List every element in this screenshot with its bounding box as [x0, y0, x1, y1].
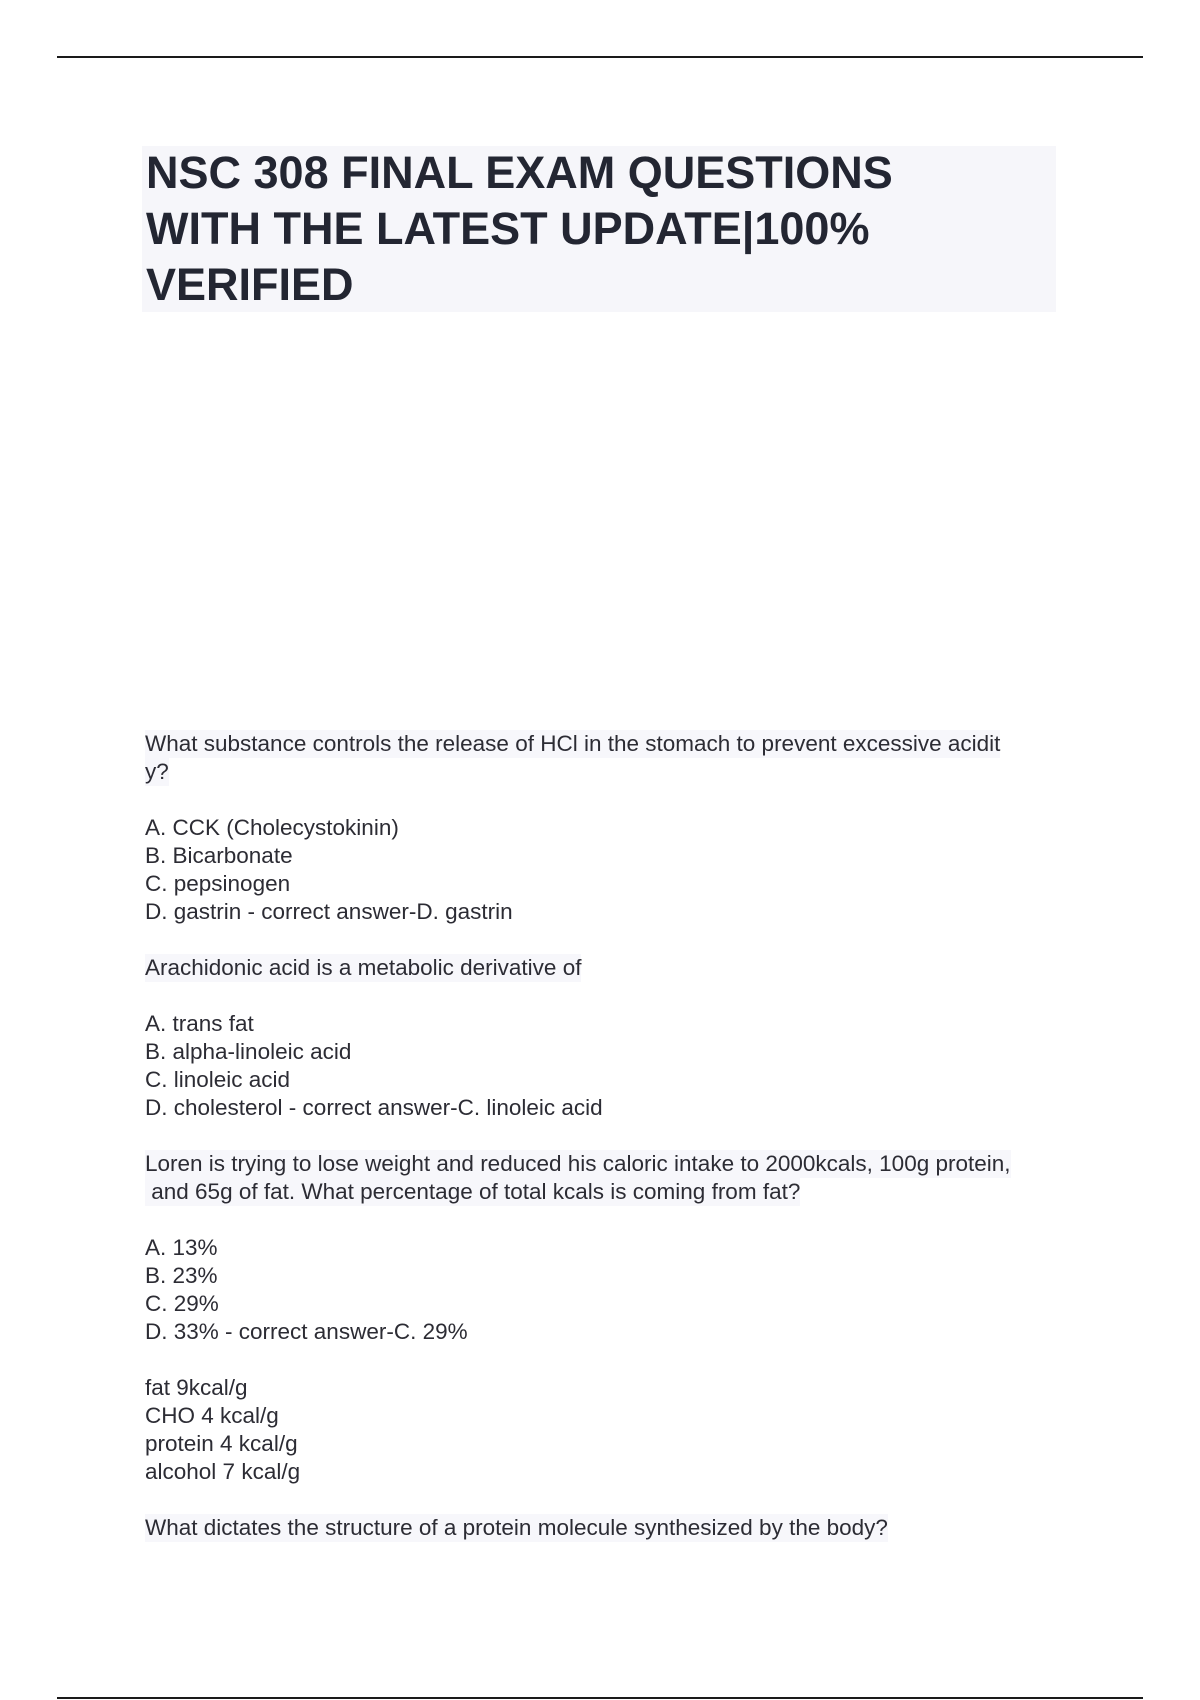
spacer — [145, 1122, 1065, 1150]
answer-option: B. alpha-linoleic acid — [145, 1039, 352, 1064]
answer-option: B. 23% — [145, 1263, 218, 1288]
question-block — [145, 730, 1065, 926]
question-text: Arachidonic acid is a metabolic derivative of — [145, 955, 582, 980]
note-line: alcohol 7 kcal/g — [145, 1459, 301, 1484]
answer-option: A. 13% — [145, 1235, 218, 1260]
question-block — [145, 1514, 1065, 1542]
spacer — [145, 926, 1065, 954]
answer-option: A. CCK (Cholecystokinin) — [145, 815, 399, 840]
answer-option: D. 33% - correct answer-C. 29% — [145, 1319, 468, 1344]
spacer — [145, 1346, 1065, 1374]
answer-option: C. pepsinogen — [145, 871, 291, 896]
answer-option: B. Bicarbonate — [145, 843, 293, 868]
question-block — [145, 1150, 1065, 1486]
question-text: and 65g of fat. What percentage of total kcals is coming from fat? — [145, 1179, 801, 1204]
question-text: What dictates the structure of a protein molecule synthesized by the body? — [145, 1515, 888, 1540]
question-block — [145, 954, 1065, 1122]
document-title — [146, 145, 1046, 313]
spacer — [145, 982, 1065, 1010]
answer-option: A. trans fat — [145, 1011, 254, 1036]
question-text: y? — [145, 759, 169, 784]
question-list — [145, 730, 1065, 1542]
answer-option: D. cholesterol - correct answer-C. linoleic acid — [145, 1095, 603, 1120]
top-rule — [57, 56, 1143, 58]
title-line-3: VERIFIED — [146, 259, 354, 310]
answer-option: D. gastrin - correct answer-D. gastrin — [145, 899, 513, 924]
title-line-2: WITH THE LATEST UPDATE|100% — [146, 203, 870, 254]
spacer — [145, 1486, 1065, 1514]
note-line: protein 4 kcal/g — [145, 1431, 298, 1456]
spacer — [145, 786, 1065, 814]
note-line: CHO 4 kcal/g — [145, 1403, 279, 1428]
answer-option: C. 29% — [145, 1291, 219, 1316]
answer-option: C. linoleic acid — [145, 1067, 291, 1092]
spacer — [145, 1206, 1065, 1234]
bottom-rule — [57, 1697, 1143, 1699]
note-line: fat 9kcal/g — [145, 1375, 248, 1400]
question-text: What substance controls the release of HCl in the stomach to prevent excessive acidit — [145, 731, 1001, 756]
question-text: Loren is trying to lose weight and reduced his caloric intake to 2000kcals, 100g protein, — [145, 1151, 1011, 1176]
title-line-1: NSC 308 FINAL EXAM QUESTIONS — [146, 147, 893, 198]
